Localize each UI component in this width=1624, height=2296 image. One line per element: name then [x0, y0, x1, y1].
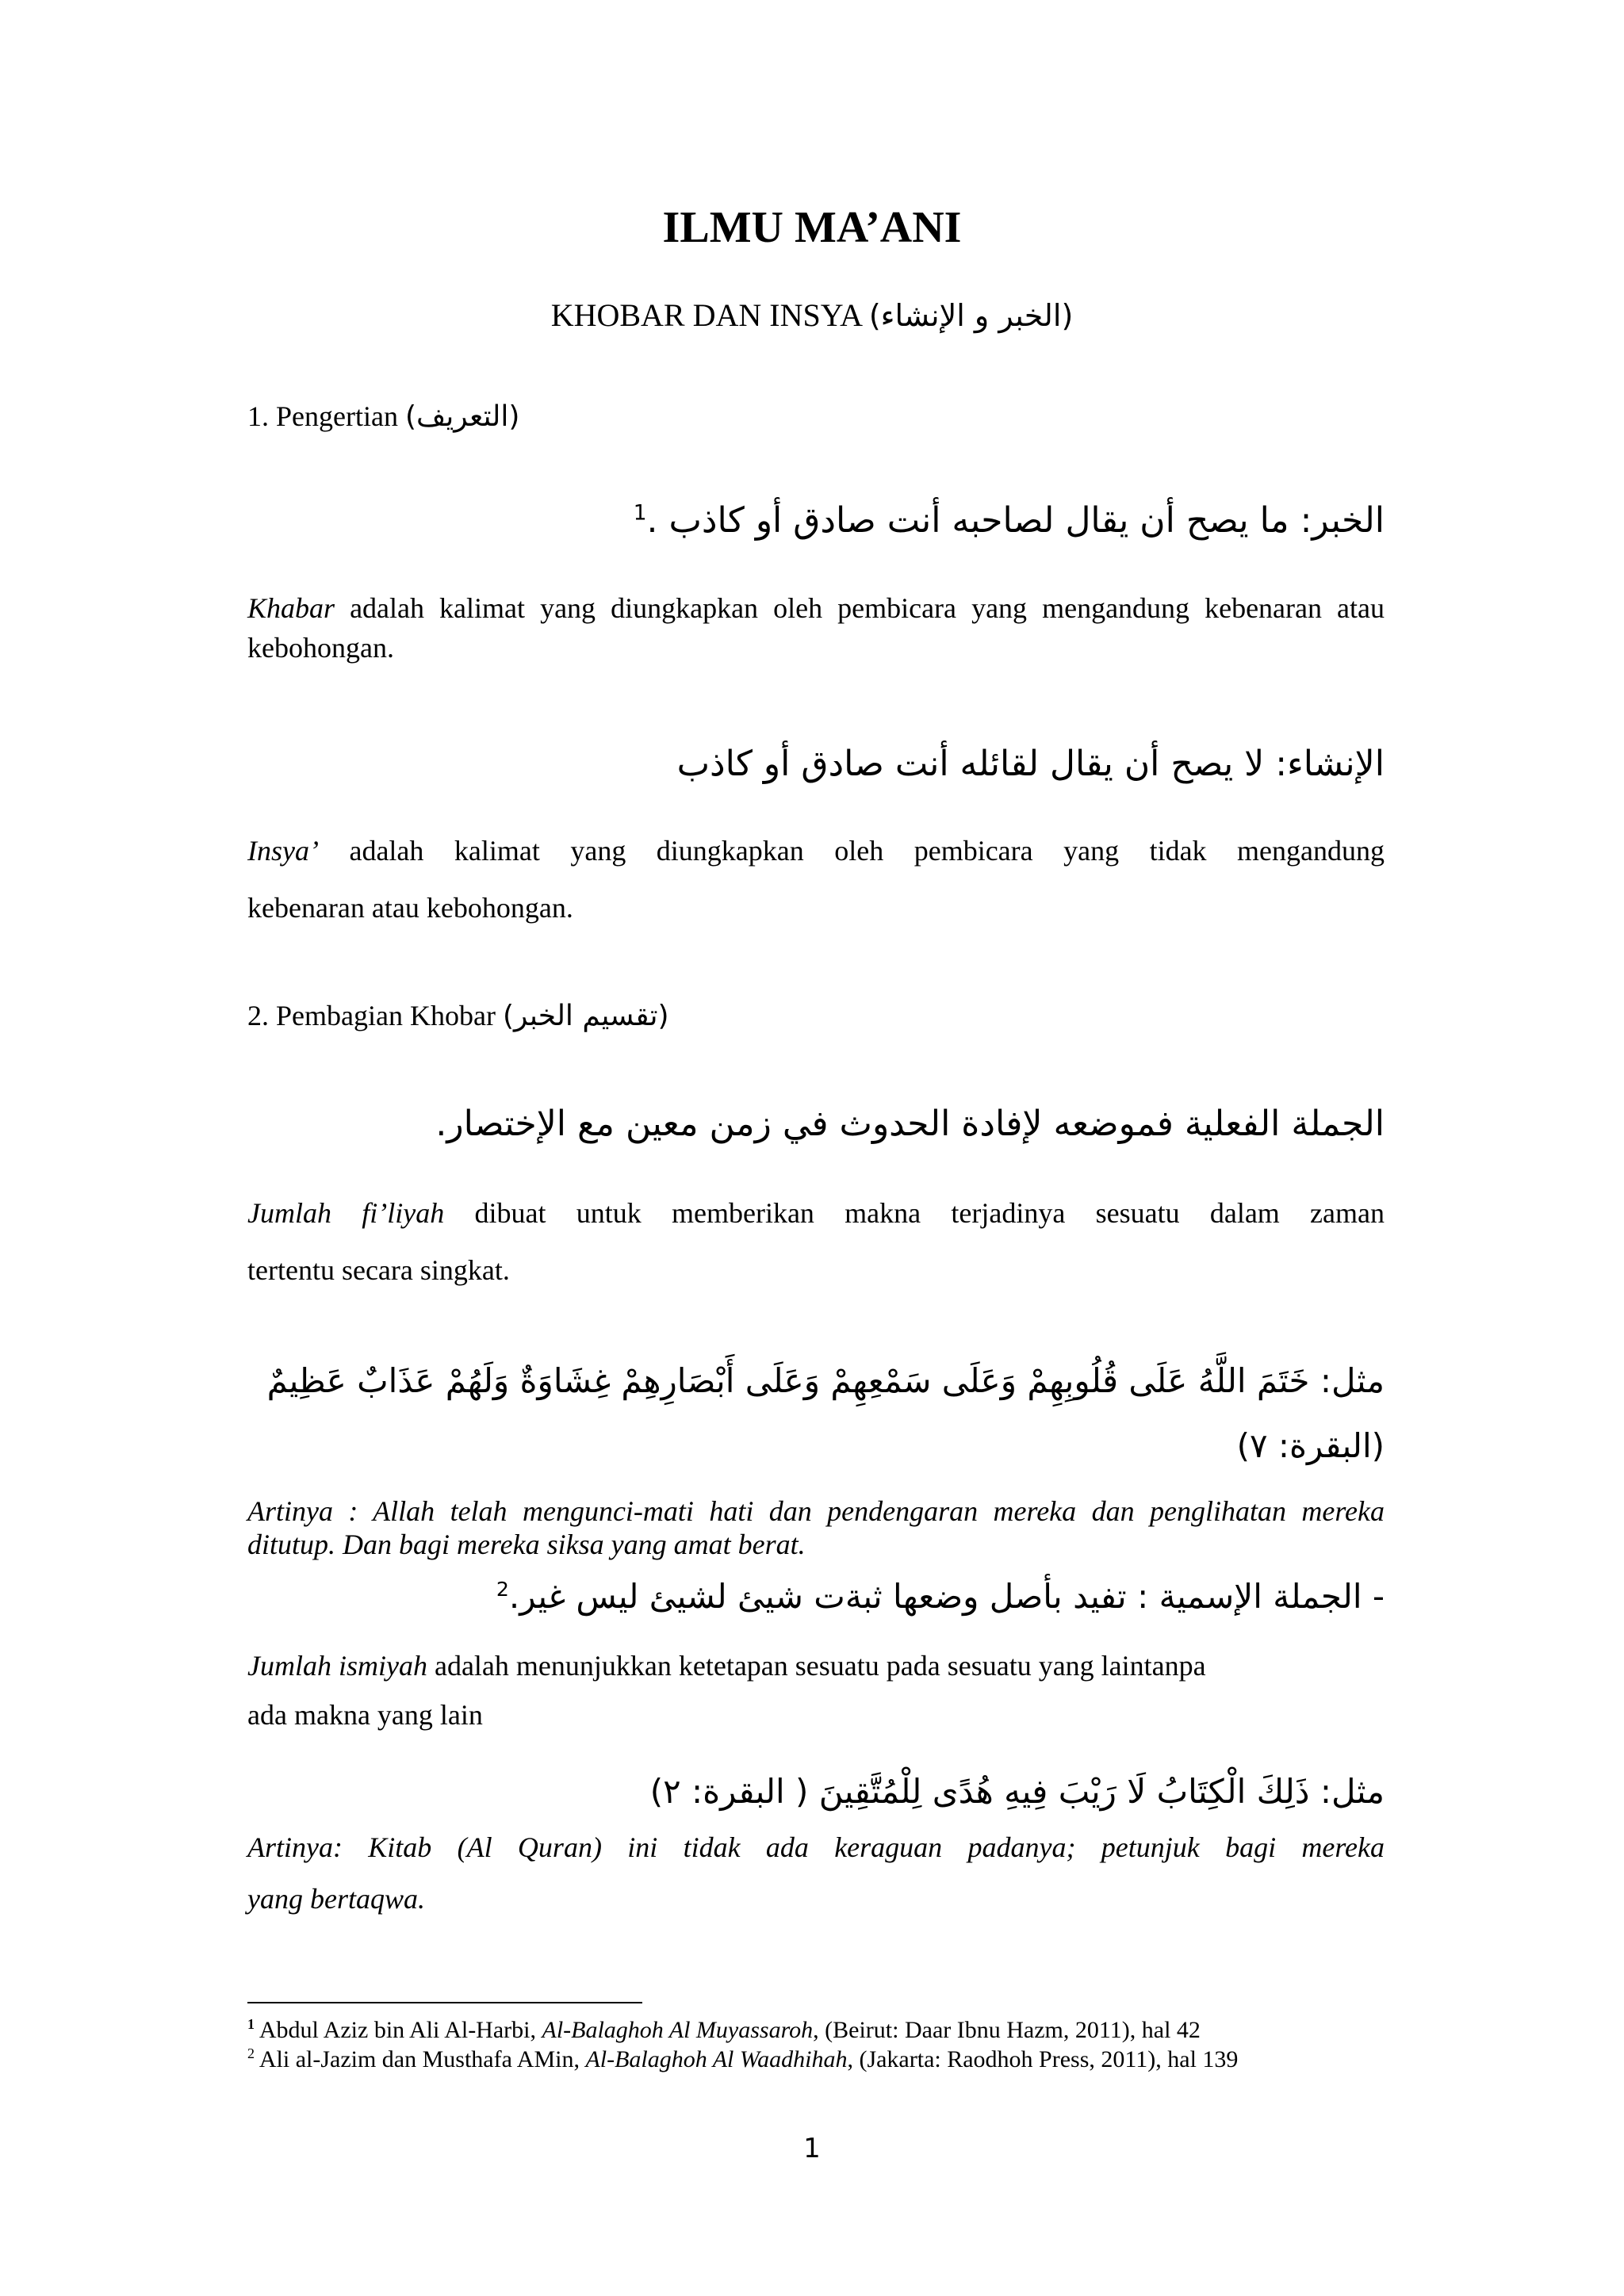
insya-explanation: Insya’ adalah kalimat yang diungkapkan oleh pembicara yang tidak mengandung kebenaran atau kebohongan.	[247, 835, 1385, 924]
page-title: ILMU MA’ANI	[662, 203, 962, 252]
filiyah-explanation: Jumlah fi’liyah dibuat untuk memberikan makna terjadinya sesuatu dalam zaman tertentu secara singkat.	[247, 1197, 1385, 1286]
section-heading-pengertian: 1. Pengertian (التعريف)	[247, 400, 520, 433]
footnote-divider	[247, 2002, 642, 2003]
insya-definition-arabic: الإنشاء: لا يصح أن يقال لقائله أنت صادق أو كاذب	[676, 744, 1385, 784]
subtitle-latin: KHOBAR DAN INSYA	[550, 297, 861, 333]
subtitle-arabic: (الخبر و الإنشاء)	[868, 298, 1074, 333]
filiyah-example-arabic: مثل: خَتَمَ اللَّهُ عَلَى قُلُوبِهِمْ وَعَلَى سَمْعِهِمْ وَعَلَى أَبْصَارِهِمْ غِشَاوَةٌ وَلَهُمْ عَذَابٌ عَظِيمٌ	[266, 1361, 1385, 1400]
ismiyah-translation: Artinya: Kitab (Al Quran) ini tidak ada keraguan padanya; petunjuk bagi mereka yang bertaqwa.	[247, 1831, 1385, 1915]
filiyah-definition-arabic: الجملة الفعلية فموضعه لإفادة الحدوث في زمن معين مع الإختصار.	[435, 1104, 1385, 1144]
khabar-explanation: Khabar adalah kalimat yang diungkapkan oleh pembicara yang mengandung kebenaran atau kebohongan.	[247, 592, 1385, 664]
footnote-2: $^2$ Ali al-Jazim dan Musthafa AMin, Al-Balaghoh Al Waadhihah, (Jakarta: Raodhoh Press, 2011), hal 139	[247, 2045, 1239, 2072]
ismiyah-definition-arabic: - الجملة الإسمية : تفيد بأصل وضعها ثبة‌ت شيئ لشيئ ليس غير.$^2$	[496, 1577, 1385, 1616]
footnote-ref-1[interactable]: 1	[633, 500, 647, 526]
section-heading-pembagian: 2. Pembagian Khobar (تقسيم الخبر)	[247, 1000, 669, 1032]
page-number: 1	[803, 2133, 821, 2164]
page-subtitle	[0, 293, 1624, 338]
ismiyah-example-arabic: مثل: ذَلِكَ الْكِتَابُ لَا رَيْبَ فِيهِ هُدًى لِلْمُتَّقِينَ ( البقرة: ٢)	[649, 1772, 1385, 1811]
footnote-ref-2[interactable]: 2	[496, 1578, 509, 1601]
filiyah-translation: Artinya : Allah telah mengunci-mati hati dan pendengaran mereka dan penglihatan mereka ditutup. Dan bagi mereka siksa yang amat berat.	[247, 1495, 1385, 1560]
khabar-definition-arabic: الخبر: ما يصح أن يقال لصاحبه أنت صادق أو كاذب .$^1$	[633, 500, 1385, 541]
ismiyah-explanation: Jumlah ismiyah adalah menunjukkan ketetapan sesuatu pada sesuatu yang laintanpa ada makna yang lain	[247, 1650, 1206, 1731]
footnote-1: $^1$ Abdul Aziz bin Ali Al-Harbi, Al-Balaghoh Al Muyassaroh, (Beirut: Daar Ibnu Hazm, 2011), hal 42	[247, 2016, 1201, 2043]
filiyah-example-reference: (البقرة: ٧)	[1236, 1426, 1385, 1465]
